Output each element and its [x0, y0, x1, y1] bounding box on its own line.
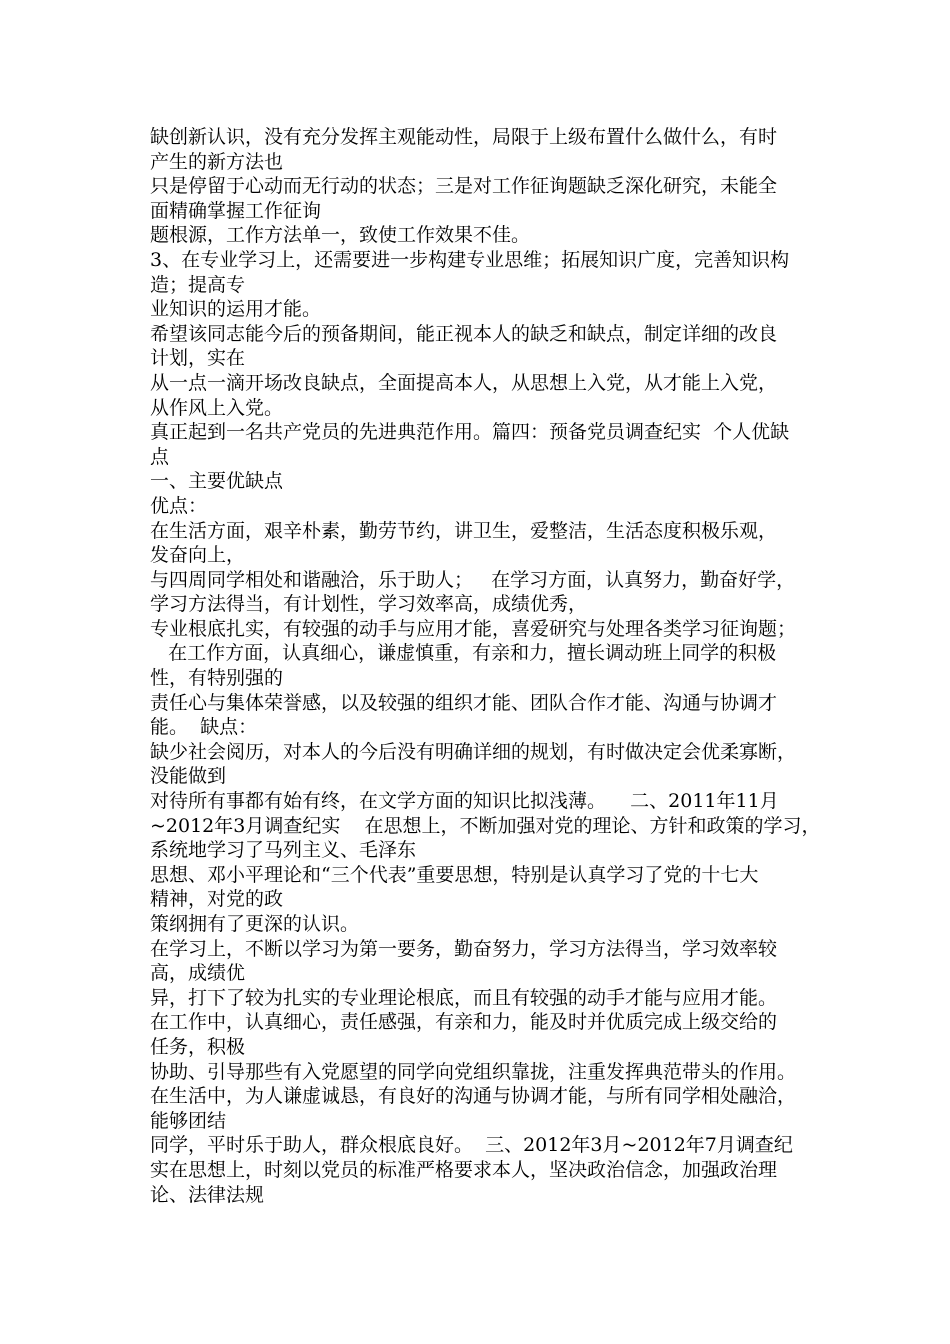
text-line: 学习方法得当，有计划性，学习效率高，成绩优秀，: [150, 593, 588, 616]
text-line: 真正起到一名共产党员的先进典范作用。篇四：预备党员调查纪实 个人优缺: [150, 421, 790, 444]
text-line: 在生活方面，艰辛朴素，勤劳节约，讲卫生，爱整洁，生活态度积极乐观，: [150, 519, 778, 542]
text-line: 题根源，工作方法单一，致使工作效果不佳。: [150, 224, 531, 247]
text-line: 在生活中，为人谦虚诚恳，有良好的沟通与协调才能，与所有同学相处融洽，: [150, 1085, 797, 1108]
text-line: 实在思想上，时刻以党员的标准严格要求本人，坚决政治信念，加强政治理: [150, 1158, 778, 1181]
text-line: 没能做到: [150, 765, 227, 788]
text-line: 从一点一滴开场改良缺点，全面提高本人，从思想上入党，从才能上入党，: [150, 371, 778, 394]
text-line: 思想、邓小平理论和“三个代表”重要思想，特别是认真学习了党的十七大: [150, 863, 759, 886]
text-line: 缺创新认识，没有充分发挥主观能动性，局限于上级布置什么做什么，有时: [150, 126, 778, 148]
text-line: 性，有特别强的: [150, 667, 284, 690]
text-line: 计划，实在: [150, 347, 246, 370]
text-line: 同学，平时乐于助人，群众根底良好。 三、2012年3月~2012年7月调查纪: [150, 1134, 793, 1157]
text-line: 在工作方面，认真细心，谦虚慎重，有亲和力，擅长调动班上同学的积极: [150, 642, 777, 665]
text-line: 在工作中，认真细心，责任感强，有亲和力，能及时并优质完成上级交给的: [150, 1011, 778, 1034]
text-line: 一、主要优缺点: [150, 470, 284, 493]
text-line: ~2012年3月调查纪实 在思想上，不断加强对党的理论、方针和政策的学习，: [150, 814, 821, 837]
text-line: 希望该同志能今后的预备期间，能正视本人的缺乏和缺点，制定详细的改良: [150, 322, 778, 345]
text-line: 高，成绩优: [150, 962, 246, 985]
document-body: [150, 125, 821, 1207]
text-line: 论、法律法规: [150, 1183, 265, 1206]
text-line: 精神，对党的政: [150, 888, 284, 911]
text-line: 责任心与集体荣誉感，以及较强的组织才能、团队合作才能、沟通与协调才: [150, 691, 778, 714]
text-line: 策纲拥有了更深的认识。: [150, 913, 360, 935]
text-line: 对待所有事都有始有终，在文学方面的知识比拟浅薄。 二、2011年11月: [150, 790, 779, 813]
text-line: 优点：: [150, 494, 208, 517]
text-line: 造；提高专: [150, 273, 246, 296]
text-line: 点: [150, 445, 170, 468]
text-line: 业知识的运用才能。: [150, 298, 322, 321]
text-line: 只是停留于心动而无行动的状态；三是对工作征询题缺乏深化研究，未能全: [150, 175, 778, 198]
text-line: 面精确掌握工作征询: [150, 199, 322, 222]
text-line: 异，打下了较为扎实的专业理论根底，而且有较强的动手才能与应用才能。: [150, 986, 778, 1009]
text-line: 从作风上入党。: [150, 396, 284, 419]
text-line: 发奋向上，: [150, 544, 246, 567]
text-line: 任务，积极: [150, 1035, 246, 1058]
text-line: 缺少社会阅历，对本人的今后没有明确详细的规划，有时做决定会优柔寡断，: [150, 740, 797, 763]
text-line: 产生的新方法也: [150, 150, 284, 173]
text-line: 系统地学习了马列主义、毛泽东: [150, 839, 417, 862]
text-line: 能。 缺点：: [150, 716, 258, 739]
text-line: 专业根底扎实，有较强的动手与应用才能，喜爱研究与处理各类学习征询题；: [150, 617, 797, 640]
text-line: 协助、引导那些有入党愿望的同学向党组织靠拢，注重发挥典范带头的作用。: [150, 1060, 797, 1083]
text-line: 3、在专业学习上，还需要进一步构建专业思维；拓展知识广度，完善知识构: [150, 248, 790, 271]
text-line: 在学习上，不断以学习为第一要务，勤奋努力，学习方法得当，学习效率较: [150, 937, 778, 960]
text-line: 能够团结: [150, 1109, 227, 1132]
text-line: 与四周同学相处和谐融洽，乐于助人； 在学习方面，认真努力，勤奋好学，: [150, 568, 796, 591]
